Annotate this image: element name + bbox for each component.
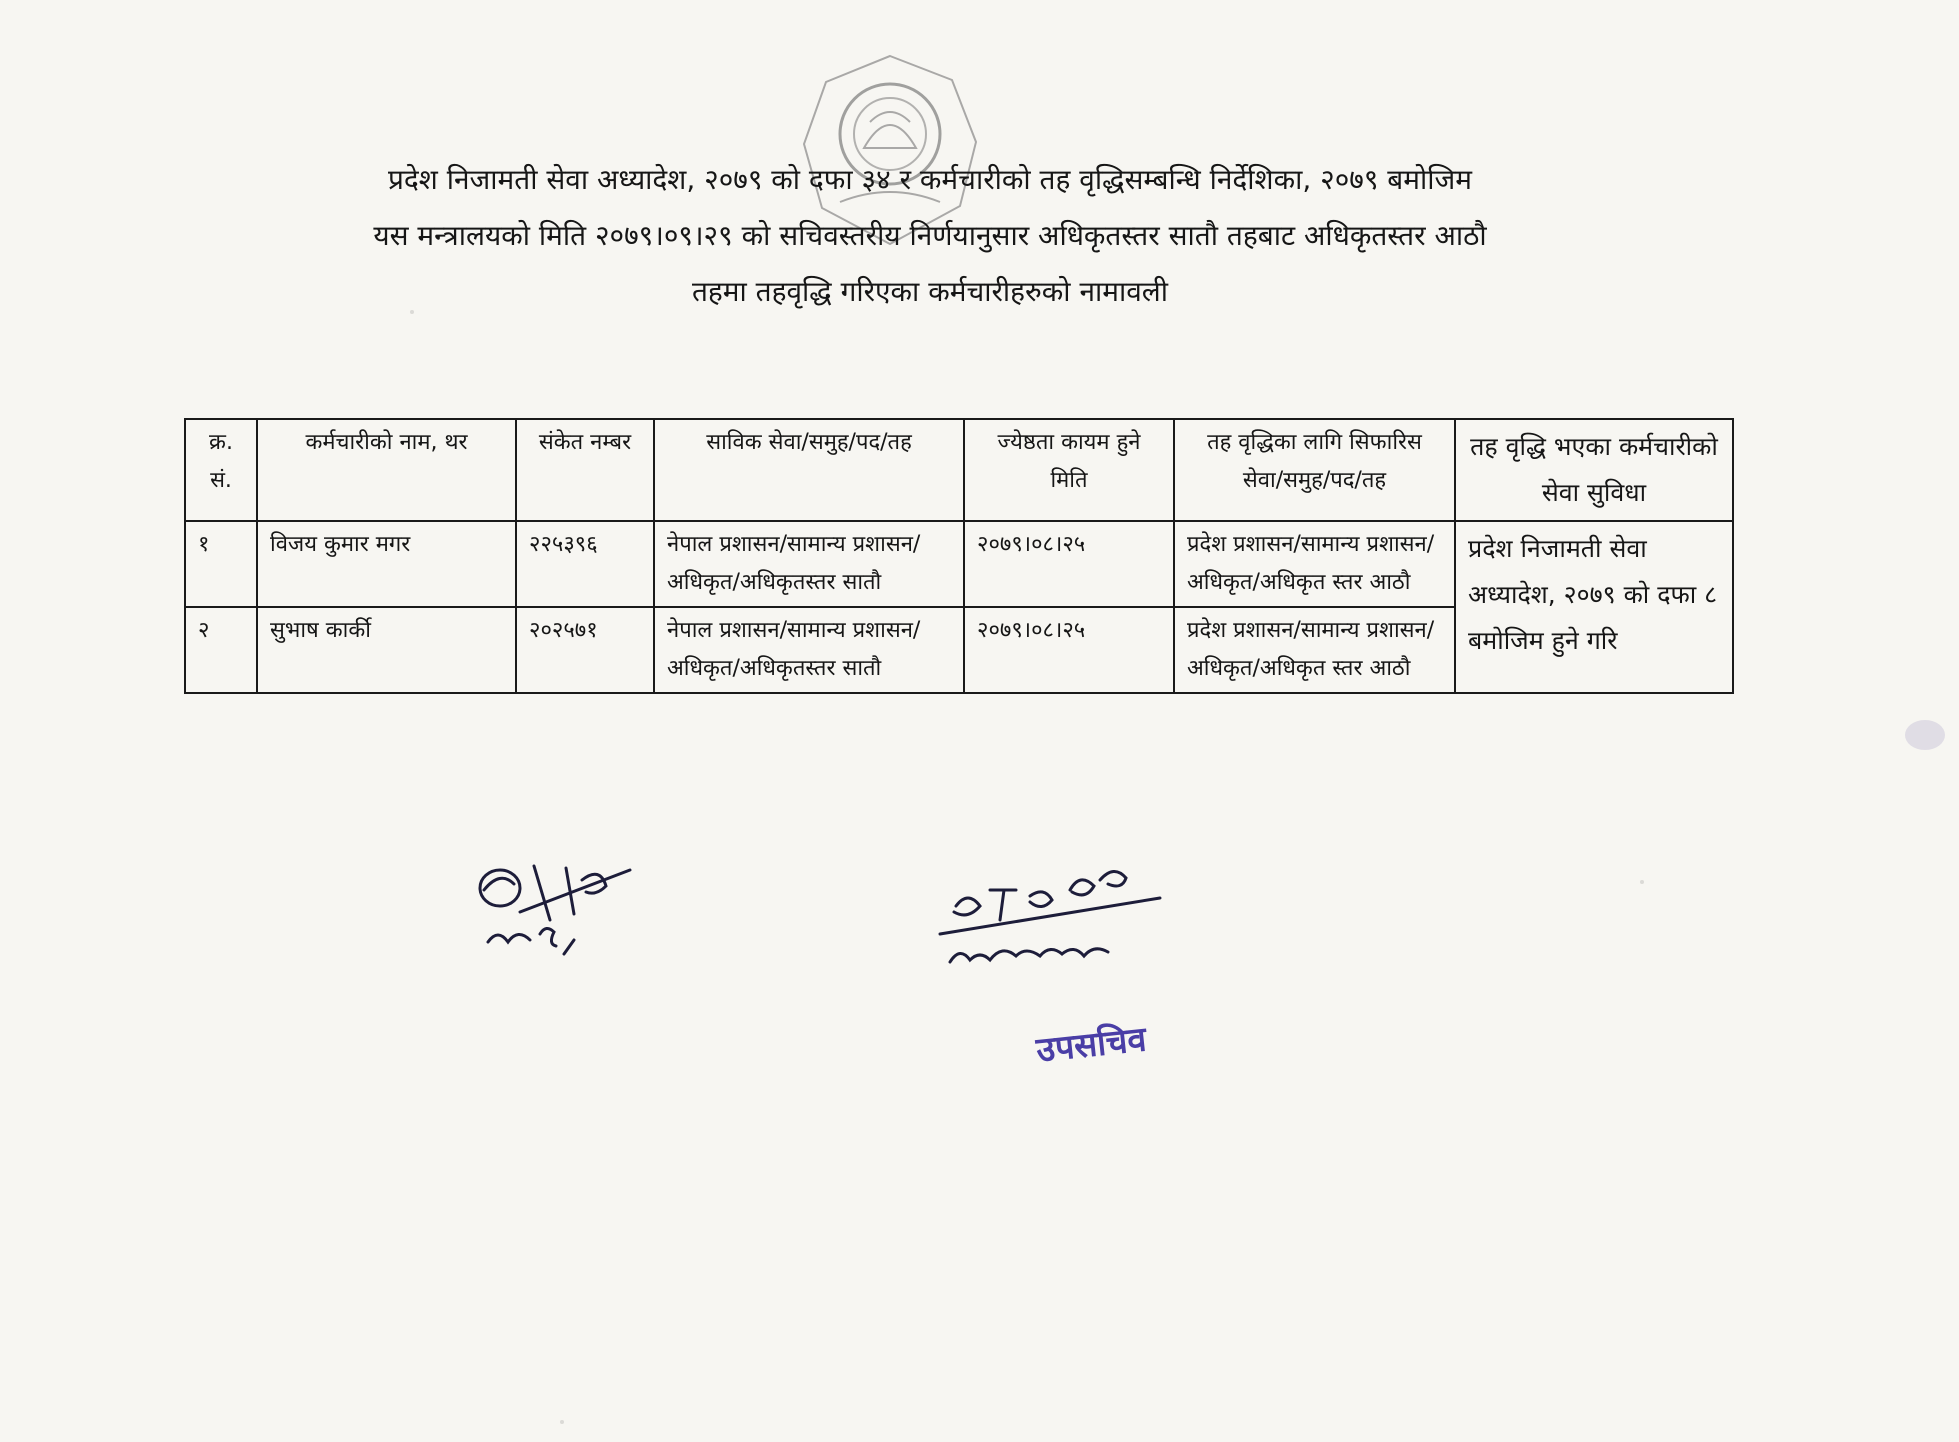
- cell-recommended-post: प्रदेश प्रशासन/सामान्य प्रशासन/अधिकृत/अधिकृत स्तर आठौ: [1174, 521, 1455, 607]
- officer-signature-icon: [920, 850, 1190, 970]
- cell-name: विजय कुमार मगर: [257, 521, 516, 607]
- cell-seniority-date: २०७९।०८।२५: [964, 521, 1174, 607]
- document-heading: [150, 152, 1710, 320]
- cell-seniority-date: २०७९।०८।२५: [964, 607, 1174, 693]
- header-recommended-post: तह वृद्धिका लागि सिफारिस सेवा/समुह/पद/तह: [1174, 419, 1455, 521]
- scan-speck: [1640, 880, 1644, 884]
- header-benefit: तह वृद्धि भएका कर्मचारीको सेवा सुविधा: [1455, 419, 1733, 521]
- promotion-table: [184, 418, 1734, 694]
- header-serial: क्र. सं.: [185, 419, 257, 521]
- cell-code: २२५३९६: [516, 521, 654, 607]
- header-seniority-date: ज्येष्ठता कायम हुने मिति: [964, 419, 1174, 521]
- cell-serial: २: [185, 607, 257, 693]
- cell-benefit: प्रदेश निजामती सेवा अध्यादेश, २०७९ को दफा ८ बमोजिम हुने गरि: [1455, 521, 1733, 693]
- cell-recommended-post: प्रदेश प्रशासन/सामान्य प्रशासन/अधिकृत/अधिकृत स्तर आठौ: [1174, 607, 1455, 693]
- cell-code: २०२५७१: [516, 607, 654, 693]
- scan-speck: [560, 1420, 564, 1424]
- header-name: कर्मचारीको नाम, थर: [257, 419, 516, 521]
- table-row: [185, 521, 1733, 607]
- designation-label: उपसचिव: [1034, 1019, 1149, 1071]
- cell-former-post: नेपाल प्रशासन/सामान्य प्रशासन/ अधिकृत/अधिकृतस्तर सातौ: [654, 607, 964, 693]
- initials-signature-icon: [470, 850, 640, 960]
- cell-serial: १: [185, 521, 257, 607]
- heading-line-3: तहमा तहवृद्धि गरिएका कर्मचारीहरुको नामावली: [691, 275, 1169, 308]
- cell-name: सुभाष कार्की: [257, 607, 516, 693]
- cell-former-post: नेपाल प्रशासन/सामान्य प्रशासन/अधिकृत/अधिकृतस्तर सातौ: [654, 521, 964, 607]
- heading-line-2: यस मन्त्रालयको मिति २०७९।०९।२९ को सचिवस्तरीय निर्णयानुसार अधिकृतस्तर सातौ तहबाट अधिकृतस्तर आठौ: [373, 219, 1487, 252]
- table-header-row: [185, 419, 1733, 521]
- heading-line-1: प्रदेश निजामती सेवा अध्यादेश, २०७९ को दफा ३४ र कर्मचारीको तह वृद्धिसम्बन्धि निर्देशिका, २०७९ बमोजिम: [387, 163, 1473, 196]
- header-former-post: साविक सेवा/समुह/पद/तह: [654, 419, 964, 521]
- header-code: संकेत नम्बर: [516, 419, 654, 521]
- scan-smudge: [1905, 720, 1945, 750]
